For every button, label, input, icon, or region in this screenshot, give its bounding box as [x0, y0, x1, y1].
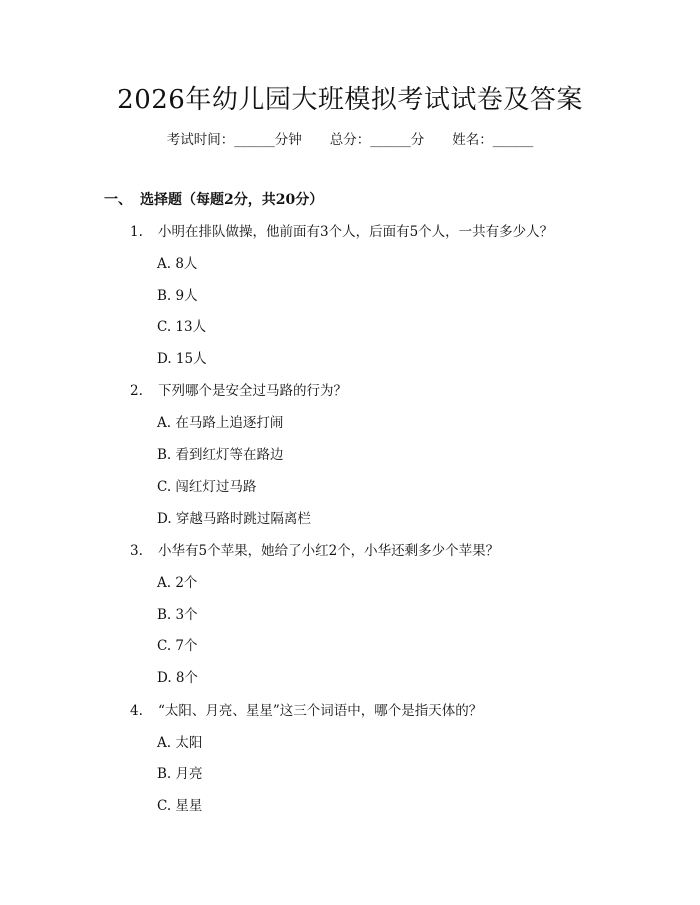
question-3-option-a: A. 2个	[157, 575, 198, 591]
question-3-option-d: D. 8个	[157, 670, 199, 686]
question-1-option-b: B. 9人	[157, 288, 198, 304]
question-1	[130, 221, 553, 243]
question-4-option-b: B. 月亮	[157, 766, 203, 782]
page-title: 2026年幼儿园大班模拟考试试卷及答案	[117, 85, 583, 115]
question-number: 4.	[130, 703, 143, 719]
question-3	[130, 540, 499, 562]
question-3-option-c: C. 7个	[157, 638, 198, 654]
question-2	[130, 380, 347, 402]
student-name-field: 姓名：______	[452, 132, 534, 148]
question-1-option-c: C. 13人	[157, 319, 207, 335]
question-number: 2.	[130, 383, 143, 399]
question-2-option-a: A. 在马路上追逐打闹	[157, 415, 284, 431]
question-1-option-a: A. 8人	[157, 256, 198, 272]
question-4	[130, 700, 482, 722]
question-2-option-d: D. 穿越马路时跳过隔离栏	[157, 511, 311, 527]
question-1-option-d: D. 15人	[157, 351, 207, 367]
question-text: 下列哪个是安全过马路的行为？	[158, 383, 347, 399]
question-text: “太阳、月亮、星星”这三个词语中，哪个是指天体的？	[158, 703, 483, 719]
question-number: 1.	[130, 224, 143, 240]
question-number: 3.	[130, 543, 143, 559]
question-2-option-c: C. 闯红灯过马路	[157, 479, 257, 495]
section-title: 选择题（每题2分，共20分）	[140, 192, 324, 208]
exam-time-field: 考试时间：______分钟	[166, 132, 302, 148]
exam-info-row	[0, 128, 700, 152]
question-text: 小华有5个苹果，她给了小红2个，小华还剩多少个苹果？	[158, 543, 500, 559]
section-heading	[104, 189, 323, 211]
question-3-option-b: B. 3个	[157, 607, 198, 623]
question-2-option-b: B. 看到红灯等在路边	[157, 447, 284, 463]
section-number: 一、	[104, 192, 132, 208]
question-4-option-c: C. 星星	[157, 798, 203, 814]
question-4-option-a: A. 太阳	[157, 735, 203, 751]
question-text: 小明在排队做操，他前面有3个人，后面有5个人，一共有多少人？	[158, 224, 554, 240]
total-score-field: 总分：______分	[329, 132, 425, 148]
